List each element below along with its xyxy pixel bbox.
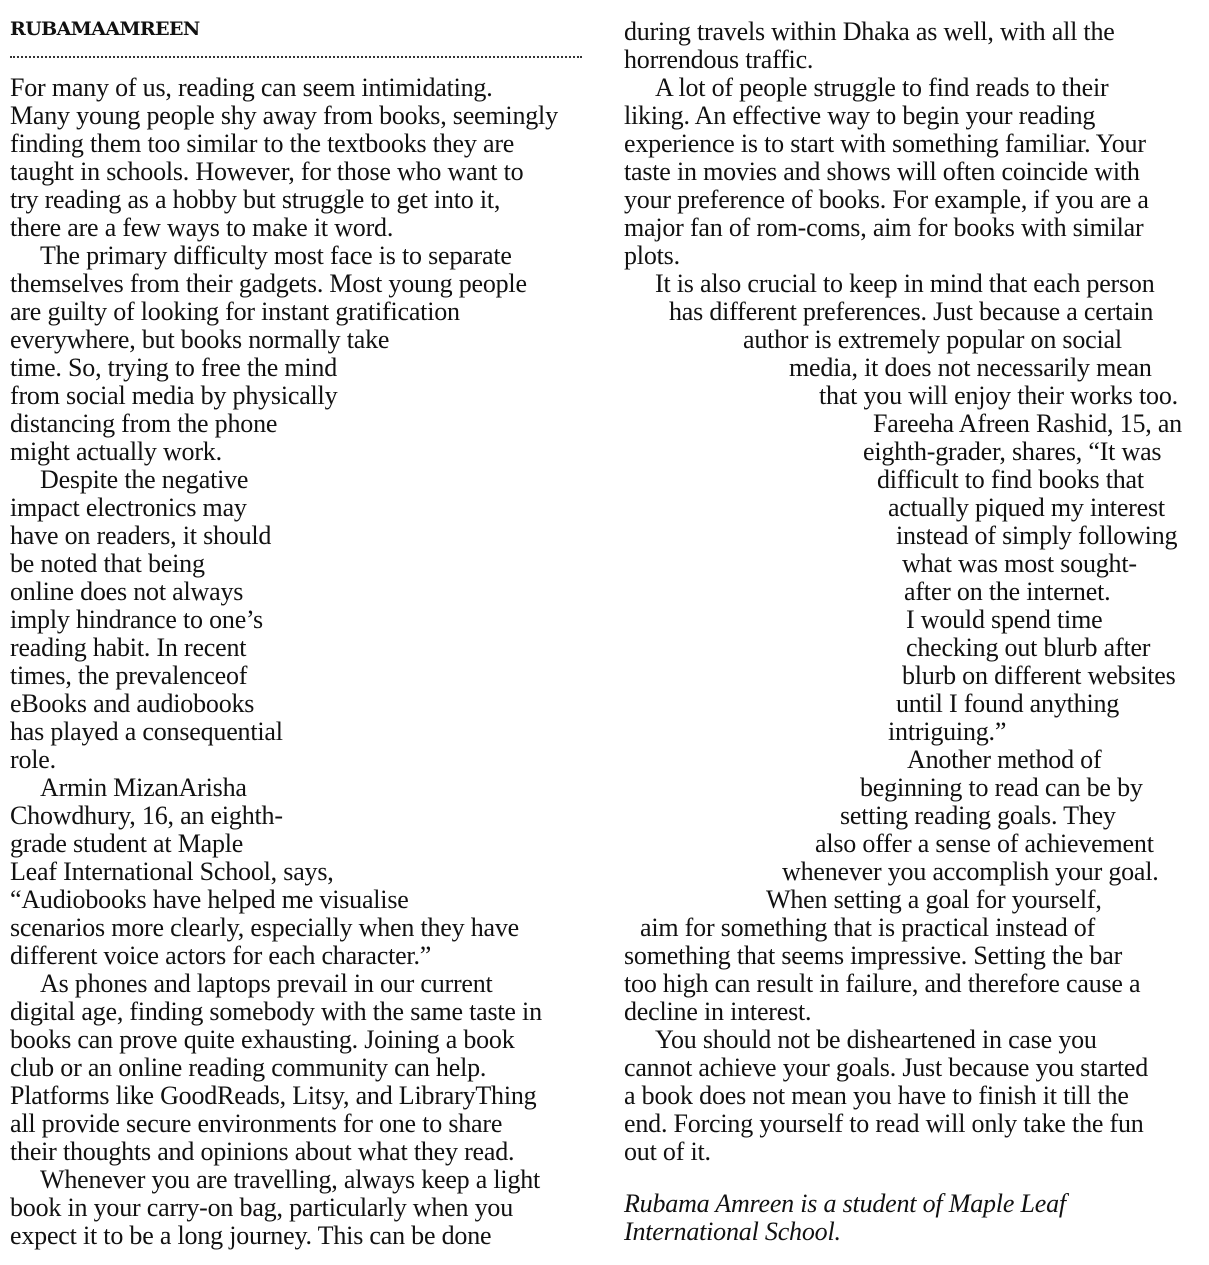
- right-column-line: a book does not mean you have to finish it till the: [624, 1081, 1129, 1110]
- right-column-line: your preference of books. For example, if you are a: [624, 185, 1149, 214]
- left-column-line: scenarios more clearly, especially when they have: [10, 913, 520, 942]
- right-column-line: out of it.: [624, 1137, 711, 1166]
- left-column-line: there are a few ways to make it word.: [10, 213, 394, 242]
- right-column-line: experience is to start with something familiar. Your: [624, 129, 1146, 158]
- left-column-line: distancing from the phone: [10, 409, 278, 438]
- right-column-line: beginning to read can be by: [860, 773, 1143, 802]
- right-column-line: what was most sought-: [902, 549, 1137, 578]
- right-column-line: You should not be disheartened in case you: [655, 1025, 1097, 1054]
- right-column-line: major fan of rom-coms, aim for books with similar: [624, 213, 1144, 242]
- left-column-line: book in your carry-on bag, particularly when you: [10, 1193, 514, 1222]
- left-column-line: Many young people shy away from books, seemingly: [10, 101, 558, 130]
- right-column-line: something that seems impressive. Setting the bar: [624, 941, 1123, 970]
- left-column-line: be noted that being: [10, 549, 205, 578]
- right-column-line: that you will enjoy their works too.: [819, 381, 1178, 410]
- left-column-line: grade student at Maple: [10, 829, 244, 858]
- left-column-line: finding them too similar to the textbooks they are: [10, 129, 515, 158]
- right-column-line: media, it does not necessarily mean: [789, 353, 1152, 382]
- right-column-line: intriguing.”: [888, 717, 1007, 746]
- right-column-line: plots.: [624, 241, 680, 270]
- right-column-line: actually piqued my interest: [888, 493, 1165, 522]
- right-column-line: until I found anything: [896, 689, 1120, 718]
- credit-line: Rubama Amreen is a student of Maple Leaf: [624, 1189, 1066, 1218]
- left-column-line: have on readers, it should: [10, 521, 272, 550]
- right-column-line: end. Forcing yourself to read will only take the fun: [624, 1109, 1144, 1138]
- left-column-line: imply hindrance to one’s: [10, 605, 263, 634]
- right-column-line: taste in movies and shows will often coincide with: [624, 157, 1140, 186]
- left-column-line: times, the prevalenceof: [10, 661, 248, 690]
- left-column-line: Platforms like GoodReads, Litsy, and LibraryThing: [10, 1081, 537, 1110]
- left-column-line: from social media by physically: [10, 381, 338, 410]
- left-column-line: Chowdhury, 16, an eighth-: [10, 801, 283, 830]
- left-column-line: different voice actors for each character.”: [10, 941, 432, 970]
- right-column-line: setting reading goals. They: [840, 801, 1116, 830]
- left-column-line: For many of us, reading can seem intimidating.: [10, 73, 493, 102]
- right-column-line: after on the internet.: [904, 577, 1111, 606]
- left-column-line: expect it to be a long journey. This can be done: [10, 1221, 492, 1250]
- left-column-line: The primary difficulty most face is to separate: [40, 241, 512, 270]
- right-column-line: When setting a goal for yourself,: [766, 885, 1102, 914]
- right-column-line: cannot achieve your goals. Just because you started: [624, 1053, 1149, 1082]
- left-column-line: might actually work.: [10, 437, 222, 466]
- right-column-line: A lot of people struggle to find reads to their: [655, 73, 1109, 102]
- right-column-line: difficult to find books that: [877, 465, 1144, 494]
- left-column-line: themselves from their gadgets. Most young people: [10, 269, 527, 298]
- left-column-line: role.: [10, 745, 56, 774]
- right-column-line: eighth-grader, shares, “It was: [863, 437, 1162, 466]
- left-column-line: impact electronics may: [10, 493, 247, 522]
- byline: RUBAMAAMREEN: [10, 18, 200, 40]
- right-column-line: during travels within Dhaka as well, with all the: [624, 17, 1115, 46]
- right-column-line: I would spend time: [906, 605, 1103, 634]
- credit-line: International School.: [624, 1217, 841, 1246]
- right-column-line: has different preferences. Just because a certain: [669, 297, 1154, 326]
- right-column-line: It is also crucial to keep in mind that each person: [655, 269, 1155, 298]
- left-column-line: Whenever you are travelling, always keep a light: [40, 1165, 541, 1194]
- right-column-line: horrendous traffic.: [624, 45, 814, 74]
- left-column-line: As phones and laptops prevail in our current: [40, 969, 493, 998]
- right-column-line: whenever you accomplish your goal.: [782, 857, 1159, 886]
- right-column-line: liking. An effective way to begin your reading: [624, 101, 1096, 130]
- left-column-line: taught in schools. However, for those who want to: [10, 157, 524, 186]
- right-column-line: checking out blurb after: [906, 633, 1151, 662]
- right-column-line: decline in interest.: [624, 997, 812, 1026]
- left-column-line: all provide secure environments for one to share: [10, 1109, 503, 1138]
- right-column-line: author is extremely popular on social: [743, 325, 1122, 354]
- left-column-line: their thoughts and opinions about what they read.: [10, 1137, 515, 1166]
- left-column-line: everywhere, but books normally take: [10, 325, 390, 354]
- left-column-line: try reading as a hobby but struggle to get into it,: [10, 185, 501, 214]
- right-column-line: blurb on different websites: [902, 661, 1176, 690]
- left-column-line: Armin MizanArisha: [40, 773, 247, 802]
- left-column-line: Leaf International School, says,: [10, 857, 334, 886]
- left-column-line: club or an online reading community can help.: [10, 1053, 487, 1082]
- left-column-line: Despite the negative: [40, 465, 249, 494]
- left-column-line: time. So, trying to free the mind: [10, 353, 338, 382]
- right-column-line: instead of simply following: [896, 521, 1178, 550]
- left-column-line: online does not always: [10, 577, 244, 606]
- left-column-line: eBooks and audiobooks: [10, 689, 255, 718]
- left-column-line: “Audiobooks have helped me visualise: [10, 885, 409, 914]
- left-column-line: books can prove quite exhausting. Joining a book: [10, 1025, 515, 1054]
- right-column-line: too high can result in failure, and therefore cause a: [624, 969, 1141, 998]
- right-column-line: Fareeha Afreen Rashid, 15, an: [873, 409, 1182, 438]
- left-column-line: are guilty of looking for instant gratification: [10, 297, 460, 326]
- byline-divider: [10, 56, 582, 58]
- left-column-line: has played a consequential: [10, 717, 283, 746]
- right-column-line: aim for something that is practical instead of: [640, 913, 1096, 942]
- left-column-line: digital age, finding somebody with the same taste in: [10, 997, 542, 1026]
- left-column-line: reading habit. In recent: [10, 633, 247, 662]
- right-column-line: also offer a sense of achievement: [815, 829, 1154, 858]
- right-column-line: Another method of: [907, 745, 1102, 774]
